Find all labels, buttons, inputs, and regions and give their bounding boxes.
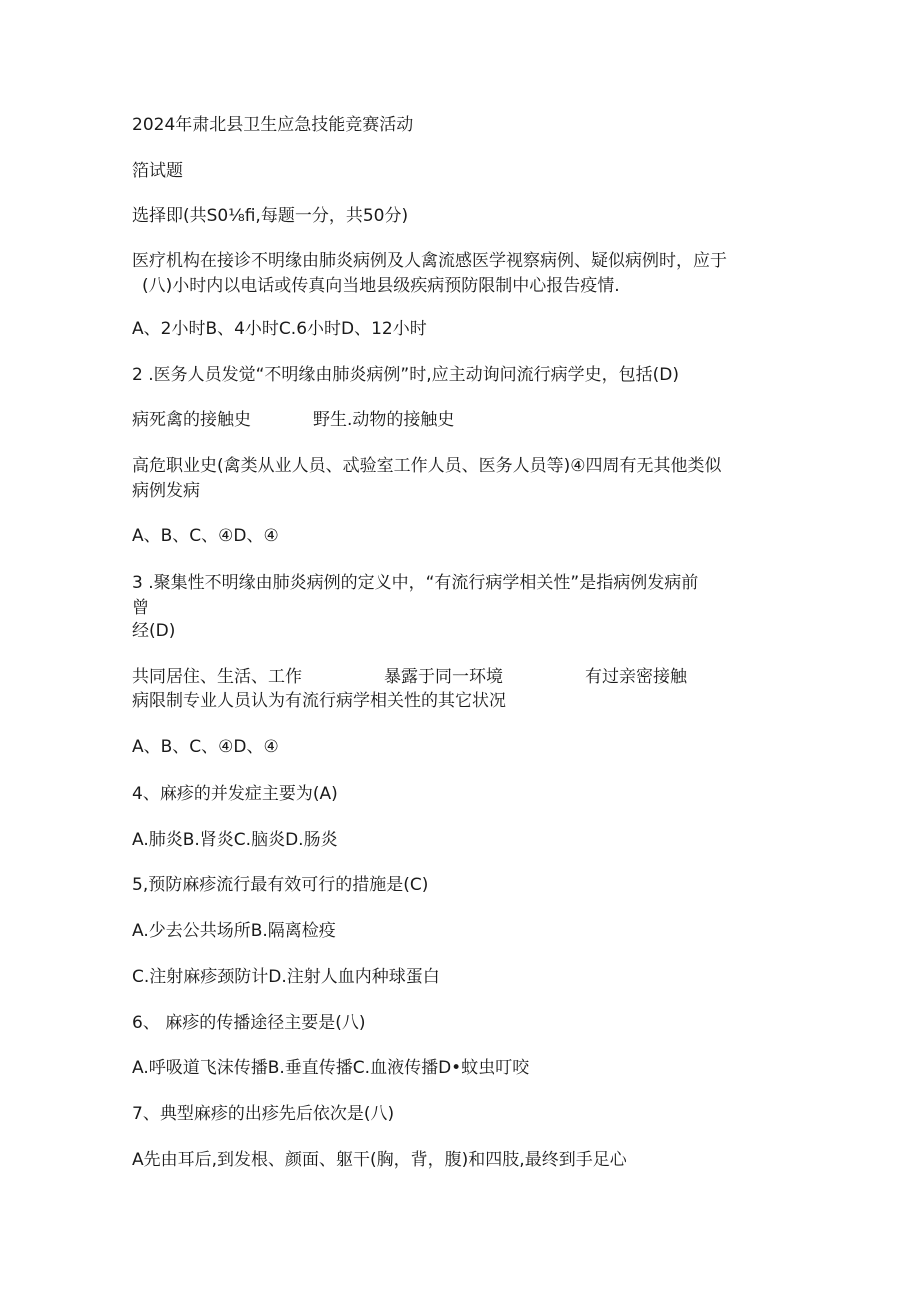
q3-item3: 有过亲密接触: [585, 667, 687, 687]
q5-options-line1: A.少去公共场所B.隔离检疫: [132, 921, 336, 941]
document-title: 2024年肃北县卫生应急技能竞赛活动: [132, 115, 414, 135]
q7-option-a: A先由耳后,到发根、颜面、躯干(胸，背，腹)和四肢,最终到手足心: [132, 1150, 627, 1170]
q4-stem: 4、麻疹的并发症主要为(A): [132, 784, 338, 804]
q2-options: A、B、C、④D、④: [132, 526, 279, 546]
q6-stem: 6、 麻疹的传播途径主要是(八): [132, 1013, 366, 1033]
q5-stem: 5,预防麻疹流行最有效可行的措施是(C): [132, 875, 429, 895]
q2-item2: 野生.动物的接触史: [313, 410, 455, 430]
q3-options: A、B、C、④D、④: [132, 737, 279, 757]
q3-stem-line1: 3 .聚集性不明缘由肺炎病例的定义中，“有流行病学相关性”是指病例发病前: [132, 573, 699, 593]
q6-options: A.呼吸道飞沫传播B.垂直传播C.血液传播D•蚊虫叮咬: [132, 1058, 530, 1078]
q2-stem: 2 .医务人员发觉“不明缘由肺炎病例”时,应主动询问流行病学史，包括(D): [132, 365, 679, 385]
q3-stem-line2: 曾: [132, 598, 149, 618]
q4-options: A.肺炎B.肾炎C.脑炎D.肠炎: [132, 830, 338, 850]
q3-item4: 病限制专业人员认为有流行病学相关性的其它状况: [132, 691, 506, 711]
q3-item2: 暴露于同一环境: [384, 667, 503, 687]
q5-options-line2: C.注射麻疹颈防计D.注射人血内种球蛋白: [132, 967, 440, 987]
q3-stem-line3: 经(D): [132, 621, 176, 641]
q1-text-line1: 医疗机构在接诊不明缘由肺炎病例及人禽流感医学视察病例、疑似病例时，应于: [132, 251, 727, 271]
q2-item3-line1: 高危职业史(禽类从业人员、忒验室工作人员、医务人员等)④四周有无其他类似: [132, 456, 722, 476]
document-subtitle: 箔试题: [132, 161, 183, 181]
section-heading: 选择即(共S0⅛fi,每题一分，共50分): [132, 206, 409, 226]
q2-item1: 病死禽的接触史: [132, 410, 251, 430]
q1-options: A、2小时B、4小时C.6小时D、12小时: [132, 319, 427, 339]
q3-item1: 共同居住、生活、工作: [132, 667, 302, 687]
q7-stem: 7、典型麻疹的出疹先后依次是(八): [132, 1104, 395, 1124]
q1-text-line2: (八)小时内以电话或传真向当地县级疾病预防限制中心报告疫情.: [142, 276, 620, 296]
q2-item3-line2: 病例发病: [132, 481, 200, 501]
